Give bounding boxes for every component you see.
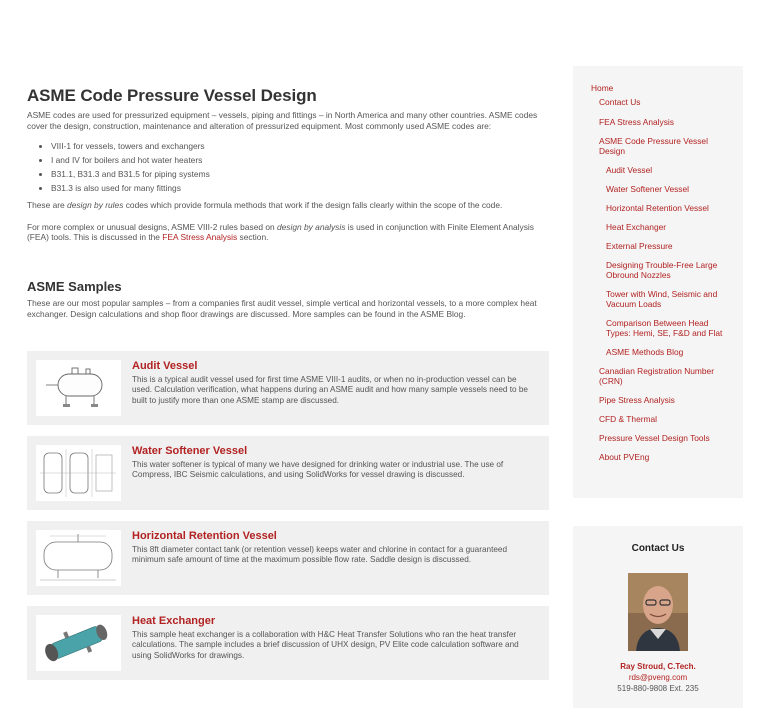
sample-description: This sample heat exchanger is a collaboration with H&C Heat Transfer Solutions who ran the heat transfer calculations. The sample includes a brief discussion of UHX design, PV Elite code calculation software and using SolidWorks for drawings.	[132, 630, 519, 660]
sidebar-item-fea-stress-analysis[interactable]: FEA Stress Analysis	[599, 117, 674, 127]
list-item: • B31.3 is also used for many fittings	[51, 181, 549, 195]
sample-title-link[interactable]: Heat Exchanger	[132, 615, 216, 627]
intro-text: ASME codes are used for pressurized equipment – vessels, piping and fittings – in North America and many other countries. ASME codes cover the design, construction, maintenance and alteration of pressurized equipment. Most commonly used ASME codes are:	[27, 110, 538, 131]
water-softener-image[interactable]	[36, 445, 121, 501]
contact-widget	[573, 526, 743, 708]
sample-description: This is a typical audit vessel used for first time ASME VIII-1 audits, or when no in-production vessel can be used. Calculation verification, what happens during an ASME audit and how many sample vessels need to be built to justify more than one ASME stamp are discussed.	[132, 375, 528, 405]
asme-codes-list	[27, 139, 549, 195]
sample-card-audit-vessel[interactable]	[27, 351, 549, 425]
list-item: • VIII-1 for vessels, towers and exchangers	[51, 139, 549, 153]
fea-stress-analysis-link[interactable]: FEA Stress Analysis	[162, 232, 238, 243]
list-item: • I and IV for boilers and hot water heaters	[51, 153, 549, 167]
sidebar-item-head-types-comparison[interactable]: Comparison Between Head Types: Hemi, SE, F&D and Flat	[606, 318, 723, 338]
samples-intro: These are our most popular samples – from a companies first audit vessel, simple vertical and horizontal vessels, to a more complex heat exchanger. Design calculations and shop floor drawings are discussed. More samples can be found in the ASME Blog.	[27, 297, 537, 319]
contact-name: Ray Stroud, C.Tech.	[620, 662, 696, 671]
heat-exchanger-image[interactable]	[36, 615, 121, 671]
sidebar-item-asme-code-pressure-vessel-design[interactable]: ASME Code Pressure Vessel Design	[599, 136, 708, 156]
sample-title-link[interactable]: Water Softener Vessel	[132, 445, 248, 457]
design-by-analysis-text	[27, 222, 549, 243]
text-segment: For more complex or unusual designs, ASME VIII-2 rules based on	[27, 221, 277, 232]
text-segment: codes which provide formula methods that work if the design falls clearly within the scope of the code.	[123, 200, 503, 211]
sample-title-link[interactable]: Audit Vessel	[132, 360, 198, 372]
sidebar	[573, 66, 743, 498]
sidebar-item-pipe-stress-analysis[interactable]: Pipe Stress Analysis	[599, 395, 675, 405]
sidebar-item-audit-vessel[interactable]: Audit Vessel	[606, 165, 653, 175]
sample-card-water-softener[interactable]	[27, 436, 549, 510]
sidebar-item-water-softener-vessel[interactable]: Water Softener Vessel	[606, 184, 690, 194]
sample-description: This water softener is typical of many we have designed for drinking water or industrial use. The use of Compress, IBC Seismic calculations, and using SolidWorks for vessel drawing is discussed.	[132, 460, 504, 480]
samples-heading: ASME Samples	[27, 278, 122, 294]
sample-card-heat-exchanger[interactable]	[27, 606, 549, 680]
list-item: • B31.1, B31.3 and B31.5 for piping systems	[51, 167, 549, 181]
sidebar-item-home[interactable]: Home	[591, 83, 614, 93]
audit-vessel-image[interactable]	[36, 360, 121, 416]
page-title: ASME Code Pressure Vessel Design	[27, 86, 317, 105]
text-segment: is used in conjunction with Finite Element Analysis (FEA) tools. This is discussed in the	[27, 221, 534, 243]
sidebar-item-contact-us[interactable]: Contact Us	[599, 97, 641, 107]
sidebar-item-external-pressure[interactable]: External Pressure	[606, 241, 673, 251]
sidebar-item-about-pveng[interactable]: About PVEng	[599, 452, 650, 462]
contact-email-link[interactable]: rds@pveng.com	[628, 673, 688, 682]
sidebar-item-asme-methods-blog[interactable]: ASME Methods Blog	[606, 347, 684, 357]
sidebar-item-heat-exchanger[interactable]: Heat Exchanger	[606, 222, 667, 232]
sample-title-link[interactable]: Horizontal Retention Vessel	[132, 530, 277, 542]
emphasis-text: design by rules	[67, 200, 124, 211]
sidebar-item-obround-nozzles[interactable]: Designing Trouble-Free Large Obround Nozzles	[606, 260, 718, 280]
contact-heading: Contact Us	[631, 543, 685, 554]
sidebar-item-horizontal-retention-vessel[interactable]: Horizontal Retention Vessel	[606, 203, 709, 213]
sidebar-item-crn[interactable]: Canadian Registration Number (CRN)	[599, 366, 714, 386]
emphasis-text: design by analysis	[276, 221, 346, 232]
sidebar-item-cfd-thermal[interactable]: CFD & Thermal	[599, 414, 658, 424]
text-segment: These are	[27, 200, 68, 211]
text-segment: section.	[237, 232, 269, 243]
design-by-rules-text	[27, 200, 549, 211]
horizontal-retention-image[interactable]	[36, 530, 121, 586]
contact-phone: 519-880-9808 Ext. 235	[617, 684, 699, 693]
contact-photo	[628, 573, 688, 651]
sidebar-item-tower-wind-seismic[interactable]: Tower with Wind, Seismic and Vacuum Loads	[606, 289, 718, 309]
main-content	[27, 86, 549, 319]
sidebar-nav	[591, 83, 731, 462]
sidebar-item-pressure-vessel-design-tools[interactable]: Pressure Vessel Design Tools	[599, 433, 710, 443]
sample-description: This 8ft diameter contact tank (or retention vessel) keeps water and chlorine in contact for a guaranteed minimum safe amount of time at the maximum possible flow rate. Saddle design is discussed.	[132, 545, 508, 565]
sample-card-horizontal-retention[interactable]	[27, 521, 549, 595]
